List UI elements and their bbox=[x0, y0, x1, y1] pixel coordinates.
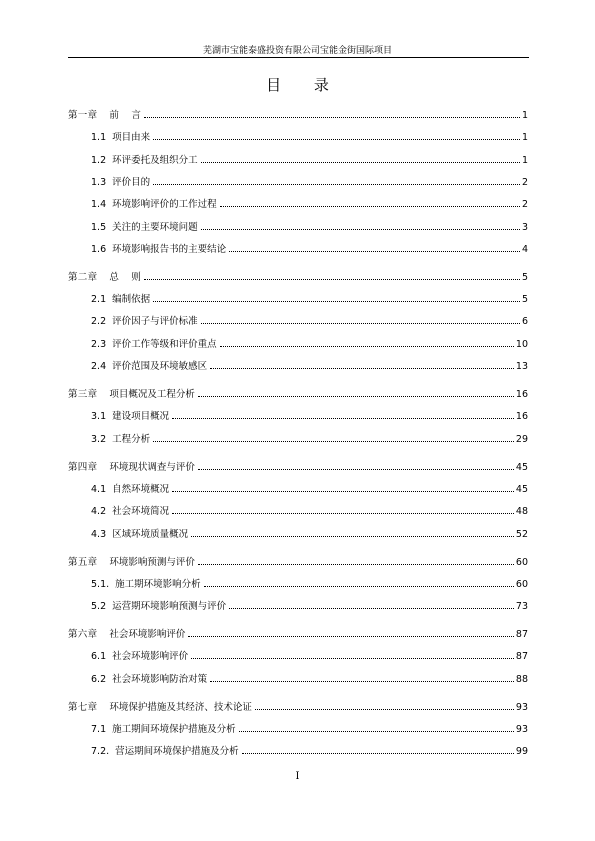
toc-page-number: 1 bbox=[521, 155, 528, 166]
toc-entry-number: 2.2 bbox=[91, 316, 107, 327]
toc-entry-number: 第七章 bbox=[68, 702, 98, 713]
toc-entry-title: 环境影响报告书的主要结论 bbox=[112, 244, 227, 255]
toc-entry-title: 环境影响预测与评价 bbox=[109, 557, 195, 568]
toc-chapter-entry[interactable] bbox=[68, 269, 528, 283]
toc-section-entry[interactable] bbox=[91, 152, 528, 166]
toc-entry-title: 社会环境影响评价 bbox=[112, 651, 189, 662]
toc-dot-leader bbox=[172, 491, 514, 492]
toc-entry-number: 3.2 bbox=[91, 434, 107, 445]
toc-page-number: 48 bbox=[515, 506, 528, 517]
toc-entry-title: 施工期环境影响分析 bbox=[115, 579, 201, 590]
toc-dot-leader bbox=[153, 184, 520, 185]
toc-entry-title: 社会环境影响防治对策 bbox=[112, 674, 208, 685]
toc-section-entry[interactable] bbox=[91, 219, 528, 233]
toc-entry-number: 5.1. bbox=[91, 579, 110, 590]
toc-entry-title: 环境保护措施及其经济、技术论证 bbox=[109, 702, 252, 713]
toc-entry-number: 第五章 bbox=[68, 557, 98, 568]
toc-entry-number: 7.1 bbox=[91, 724, 107, 735]
toc-section-entry[interactable] bbox=[91, 129, 528, 143]
toc-dot-leader bbox=[201, 162, 520, 163]
toc-section-entry[interactable] bbox=[91, 671, 528, 685]
toc-entry-number: 3.1 bbox=[91, 411, 107, 422]
toc-entry-number: 1.4 bbox=[91, 199, 107, 210]
toc-page-number: 88 bbox=[515, 674, 528, 685]
toc-entry-title: 环评委托及组织分工 bbox=[112, 155, 198, 166]
toc-chapter-entry[interactable] bbox=[68, 699, 528, 713]
toc-page-number: 29 bbox=[515, 434, 528, 445]
toc-dot-leader bbox=[188, 636, 513, 637]
toc-dot-leader bbox=[220, 346, 514, 347]
toc-entry-number: 4.3 bbox=[91, 529, 107, 540]
page-title: 目 录 bbox=[266, 76, 343, 94]
toc-page-number: 10 bbox=[515, 339, 528, 350]
toc-section-entry[interactable] bbox=[91, 431, 528, 445]
toc-page-number: 1 bbox=[521, 132, 528, 143]
toc-page-number: 93 bbox=[515, 724, 528, 735]
toc-page-number: 52 bbox=[515, 529, 528, 540]
toc-dot-leader bbox=[255, 709, 514, 710]
toc-dot-leader bbox=[220, 206, 520, 207]
toc-entry-number: 1.6 bbox=[91, 244, 107, 255]
toc-dot-leader bbox=[201, 323, 520, 324]
toc-dot-leader bbox=[239, 731, 514, 732]
toc-section-entry[interactable] bbox=[91, 358, 528, 372]
toc-section-entry[interactable] bbox=[91, 241, 528, 255]
toc-entry-number: 第三章 bbox=[68, 389, 98, 400]
toc-chapter-entry[interactable] bbox=[68, 386, 528, 400]
toc-page-number: 16 bbox=[515, 389, 528, 400]
toc-entry-title: 建设项目概况 bbox=[112, 411, 170, 422]
toc-dot-leader bbox=[198, 396, 514, 397]
toc-dot-leader bbox=[191, 536, 514, 537]
toc-section-entry[interactable] bbox=[91, 291, 528, 305]
toc-dot-leader bbox=[198, 469, 514, 470]
toc-entry-number: 第二章 bbox=[68, 272, 98, 283]
toc-section-entry[interactable] bbox=[91, 196, 528, 210]
toc-page-number: 60 bbox=[515, 579, 528, 590]
toc-dot-leader bbox=[204, 586, 514, 587]
toc-entry-number: 7.2. bbox=[91, 746, 110, 757]
toc-entry-title: 前 言 bbox=[109, 110, 141, 121]
toc-section-entry[interactable] bbox=[91, 743, 528, 757]
toc-page-number: 6 bbox=[521, 316, 528, 327]
toc-entry-number: 1.3 bbox=[91, 177, 107, 188]
toc-entry-title: 营运期间环境保护措施及分析 bbox=[115, 746, 239, 757]
toc-dot-leader bbox=[210, 681, 514, 682]
toc-entry-number: 第四章 bbox=[68, 462, 98, 473]
toc-entry-title: 项目由来 bbox=[112, 132, 151, 143]
toc-page-number: 99 bbox=[515, 746, 528, 757]
toc-page-number: 16 bbox=[515, 411, 528, 422]
toc-chapter-entry[interactable] bbox=[68, 626, 528, 640]
toc-dot-leader bbox=[153, 441, 514, 442]
toc-entry-title: 社会环境影响评价 bbox=[109, 629, 186, 640]
toc-page-number: 1 bbox=[521, 110, 528, 121]
toc-page-number: 4 bbox=[521, 244, 528, 255]
toc-dot-leader bbox=[229, 608, 514, 609]
toc-chapter-entry[interactable] bbox=[68, 107, 528, 121]
toc-entry-title: 工程分析 bbox=[112, 434, 151, 445]
toc-section-entry[interactable] bbox=[91, 408, 528, 422]
toc-page-number: 93 bbox=[515, 702, 528, 713]
toc-entry-number: 2.4 bbox=[91, 361, 107, 372]
toc-page-number: 45 bbox=[515, 462, 528, 473]
toc-entry-number: 1.1 bbox=[91, 132, 107, 143]
running-header: 芜湖市宝能泰盛投资有限公司宝能金街国际项目 bbox=[202, 46, 392, 56]
toc-page-number: 45 bbox=[515, 484, 528, 495]
toc-dot-leader bbox=[153, 139, 520, 140]
toc-section-entry[interactable] bbox=[91, 648, 528, 662]
toc-section-entry[interactable] bbox=[91, 503, 528, 517]
toc-dot-leader bbox=[229, 251, 520, 252]
toc-page-number: 87 bbox=[515, 629, 528, 640]
toc-entry-title: 评价目的 bbox=[112, 177, 151, 188]
toc-entry-title: 运营期环境影响预测与评价 bbox=[112, 601, 227, 612]
toc-dot-leader bbox=[172, 418, 514, 419]
toc-entry-title: 区域环境质量概况 bbox=[112, 529, 189, 540]
toc-page-number: 3 bbox=[521, 222, 528, 233]
toc-section-entry[interactable] bbox=[91, 313, 528, 327]
footer-page-number: I bbox=[295, 771, 300, 782]
toc-entry-title: 评价范围及环境敏感区 bbox=[112, 361, 208, 372]
toc-entry-number: 2.3 bbox=[91, 339, 107, 350]
toc-page-number: 13 bbox=[515, 361, 528, 372]
toc-entry-title: 编制依据 bbox=[112, 294, 151, 305]
toc-page-number: 60 bbox=[515, 557, 528, 568]
toc-page-number: 2 bbox=[521, 199, 528, 210]
toc-entry-number: 第六章 bbox=[68, 629, 98, 640]
toc-page-number: 87 bbox=[515, 651, 528, 662]
toc-page-number: 73 bbox=[515, 601, 528, 612]
toc-entry-number: 4.1 bbox=[91, 484, 107, 495]
toc-dot-leader bbox=[198, 564, 514, 565]
toc-entry-title: 社会环境简况 bbox=[112, 506, 170, 517]
toc-page-number: 2 bbox=[521, 177, 528, 188]
toc-dot-leader bbox=[242, 753, 514, 754]
toc-entry-title: 项目概况及工程分析 bbox=[109, 389, 195, 400]
toc-page-number: 5 bbox=[521, 294, 528, 305]
toc-entry-number: 1.2 bbox=[91, 155, 107, 166]
toc-dot-leader bbox=[144, 279, 520, 280]
toc-entry-title: 评价因子与评价标准 bbox=[112, 316, 198, 327]
toc-page-number: 5 bbox=[521, 272, 528, 283]
toc-section-entry[interactable] bbox=[91, 598, 528, 612]
toc-dot-leader bbox=[210, 368, 514, 369]
toc-dot-leader bbox=[144, 117, 520, 118]
toc-section-entry[interactable] bbox=[91, 481, 528, 495]
toc-section-entry[interactable] bbox=[91, 576, 528, 590]
toc-entry-number: 第一章 bbox=[68, 110, 98, 121]
toc-entry-title: 评价工作等级和评价重点 bbox=[112, 339, 217, 350]
toc-chapter-entry[interactable] bbox=[68, 554, 528, 568]
toc-section-entry[interactable] bbox=[91, 174, 528, 188]
toc-entry-title: 总 则 bbox=[109, 272, 141, 283]
toc-entry-number: 1.5 bbox=[91, 222, 107, 233]
toc-entry-title: 环境影响评价的工作过程 bbox=[112, 199, 217, 210]
toc-entry-title: 施工期间环境保护措施及分析 bbox=[112, 724, 236, 735]
toc-entry-title: 自然环境概况 bbox=[112, 484, 170, 495]
toc-entry-title: 关注的主要环境问题 bbox=[112, 222, 198, 233]
toc-section-entry[interactable] bbox=[91, 526, 528, 540]
toc-entry-number: 2.1 bbox=[91, 294, 107, 305]
toc-entry-number: 6.1 bbox=[91, 651, 107, 662]
toc-dot-leader bbox=[191, 658, 514, 659]
toc-entry-number: 6.2 bbox=[91, 674, 107, 685]
toc-chapter-entry[interactable] bbox=[68, 459, 528, 473]
toc-section-entry[interactable] bbox=[91, 336, 528, 350]
toc-dot-leader bbox=[201, 229, 520, 230]
toc-dot-leader bbox=[172, 513, 514, 514]
toc-entry-title: 环境现状调查与评价 bbox=[109, 462, 195, 473]
toc-section-entry[interactable] bbox=[91, 721, 528, 735]
toc-entry-number: 5.2 bbox=[91, 601, 107, 612]
toc-dot-leader bbox=[153, 301, 520, 302]
toc-entry-number: 4.2 bbox=[91, 506, 107, 517]
